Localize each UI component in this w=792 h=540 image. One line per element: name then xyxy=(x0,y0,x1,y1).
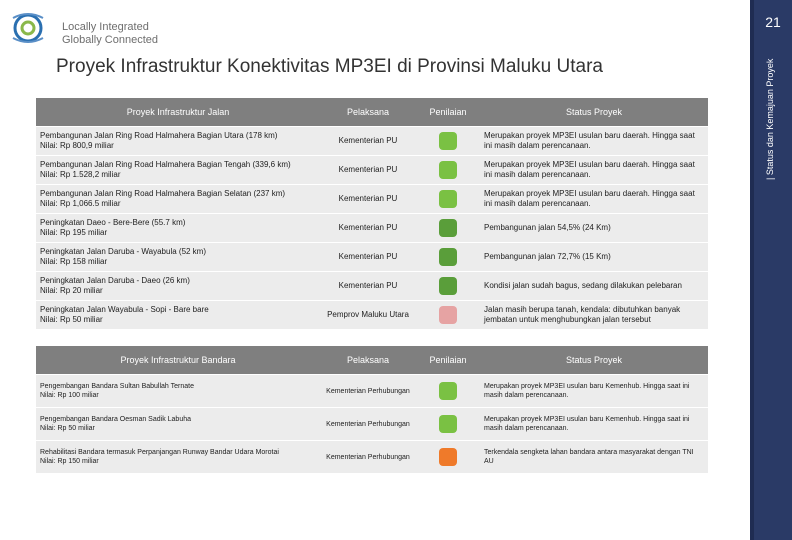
project-name: Pembangunan Jalan Ring Road Halmahera Bagian Utara (178 km) xyxy=(40,131,278,140)
table-row xyxy=(36,243,708,271)
status-cell: Pembangunan jalan 72,7% (15 Km) xyxy=(480,243,708,271)
project-name: Pengembangan Bandara Oesman Sadik Labuha xyxy=(40,416,191,423)
project-cell xyxy=(36,272,320,300)
project-cell xyxy=(36,408,320,440)
table-row xyxy=(36,375,708,407)
table-row xyxy=(36,272,708,300)
table-row xyxy=(36,127,708,155)
page-title: Proyek Infrastruktur Konektivitas MP3EI di Provinsi Maluku Utara xyxy=(56,56,603,77)
header-rating: Penilaian xyxy=(416,98,480,126)
logo-text xyxy=(62,21,158,47)
project-value: Nilai: Rp 158 miliar xyxy=(40,257,108,266)
project-cell xyxy=(36,301,320,329)
globe-logo-icon xyxy=(8,8,48,48)
header-status: Status Proyek xyxy=(480,346,708,374)
page-number: 21 xyxy=(765,14,781,30)
table-row xyxy=(36,156,708,184)
logo-line-2: Globally Connected xyxy=(62,34,159,46)
project-value: Nilai: Rp 800,9 miliar xyxy=(40,141,114,150)
rating-cell xyxy=(416,272,480,300)
executor-cell: Kementerian PU xyxy=(320,214,416,242)
project-value: Nilai: Rp 195 miliar xyxy=(40,228,108,237)
sidebar-title: | Status dan Kemajuan Proyek xyxy=(765,58,775,180)
status-cell: Merupakan proyek MP3EI usulan baru Kemenhub. Hingga saat ini masih dalam perencanaan. xyxy=(480,375,708,407)
header-project: Proyek Infrastruktur Jalan xyxy=(36,98,320,126)
project-cell xyxy=(36,375,320,407)
rating-indicator xyxy=(439,219,457,237)
project-name: Peningkatan Daeo - Bere-Bere (55.7 km) xyxy=(40,218,186,227)
rating-cell xyxy=(416,441,480,473)
executor-cell: Kementerian PU xyxy=(320,185,416,213)
sidebar-strip xyxy=(750,0,754,540)
logo-line-1: Locally Integrated xyxy=(62,21,149,33)
status-cell: Jalan masih berupa tanah, kendala: dibutuhkan banyak jembatan untuk menghubungkan jalan tersebut xyxy=(480,301,708,329)
executor-cell: Kementerian PU xyxy=(320,156,416,184)
rating-indicator xyxy=(439,248,457,266)
rating-cell xyxy=(416,408,480,440)
rating-cell xyxy=(416,243,480,271)
project-value: Nilai: Rp 100 miliar xyxy=(40,392,99,399)
table-row xyxy=(36,301,708,329)
executor-cell: Kementerian Perhubungan xyxy=(320,441,416,473)
rating-indicator xyxy=(439,415,457,433)
table-row xyxy=(36,441,708,473)
road-table-header xyxy=(36,98,708,126)
header-executor: Pelaksana xyxy=(320,346,416,374)
road-projects-table xyxy=(36,97,708,330)
table-row xyxy=(36,408,708,440)
executor-cell: Kementerian PU xyxy=(320,243,416,271)
header-executor: Pelaksana xyxy=(320,98,416,126)
table-row xyxy=(36,214,708,242)
project-name: Peningkatan Jalan Daruba - Wayabula (52 km) xyxy=(40,247,207,256)
project-value: Nilai: Rp 1.528,2 miliar xyxy=(40,170,121,179)
project-name: Pembangunan Jalan Ring Road Halmahera Bagian Selatan (237 km) xyxy=(40,189,286,198)
status-cell: Merupakan proyek MP3EI usulan baru Kemenhub. Hingga saat ini masih dalam perencanaan. xyxy=(480,408,708,440)
header-rating: Penilaian xyxy=(416,346,480,374)
rating-indicator xyxy=(439,277,457,295)
project-name: Pengembangan Bandara Sultan Babullah Ternate xyxy=(40,383,194,390)
project-value: Nilai: Rp 50 miliar xyxy=(40,425,95,432)
status-cell: Merupakan proyek MP3EI usulan baru daerah. Hingga saat ini masih dalam perencanaan. xyxy=(480,127,708,155)
project-value: Nilai: Rp 20 miliar xyxy=(40,286,103,295)
status-cell: Merupakan proyek MP3EI usulan baru daerah. Hingga saat ini masih dalam perencanaan. xyxy=(480,156,708,184)
airport-table-header xyxy=(36,346,708,374)
airport-projects-table xyxy=(36,345,708,474)
executor-cell: Kementerian Perhubungan xyxy=(320,375,416,407)
header-status: Status Proyek xyxy=(480,98,708,126)
project-value: Nilai: Rp 50 miliar xyxy=(40,315,103,324)
rating-cell xyxy=(416,127,480,155)
rating-cell xyxy=(416,156,480,184)
project-name: Peningkatan Jalan Daruba - Daeo (26 km) xyxy=(40,276,190,285)
project-value: Nilai: Rp 150 miliar xyxy=(40,458,99,465)
project-cell xyxy=(36,127,320,155)
executor-cell: Kementerian Perhubungan xyxy=(320,408,416,440)
project-cell xyxy=(36,185,320,213)
header-project: Proyek Infrastruktur Bandara xyxy=(36,346,320,374)
rating-indicator xyxy=(439,306,457,324)
logo xyxy=(8,8,208,48)
rating-cell xyxy=(416,375,480,407)
project-cell xyxy=(36,441,320,473)
rating-cell xyxy=(416,214,480,242)
rating-indicator xyxy=(439,161,457,179)
project-name: Rehabilitasi Bandara termasuk Perpanjangan Runway Bandar Udara Morotai xyxy=(40,449,279,456)
rating-cell xyxy=(416,301,480,329)
rating-indicator xyxy=(439,448,457,466)
executor-cell: Pemprov Maluku Utara xyxy=(320,301,416,329)
status-cell: Kondisi jalan sudah bagus, sedang dilakukan pelebaran xyxy=(480,272,708,300)
project-cell xyxy=(36,156,320,184)
status-cell: Pembangunan jalan 54,5% (24 Km) xyxy=(480,214,708,242)
rating-indicator xyxy=(439,382,457,400)
executor-cell: Kementerian PU xyxy=(320,272,416,300)
rating-indicator xyxy=(439,132,457,150)
table-row xyxy=(36,185,708,213)
rating-indicator xyxy=(439,190,457,208)
project-value: Nilai: Rp 1,066.5 miliar xyxy=(40,199,121,208)
rating-cell xyxy=(416,185,480,213)
status-cell: Merupakan proyek MP3EI usulan baru daerah. Hingga saat ini masih dalam perencanaan. xyxy=(480,185,708,213)
status-cell: Terkendala sengketa lahan bandara antara masyarakat dengan TNI AU xyxy=(480,441,708,473)
project-cell xyxy=(36,214,320,242)
executor-cell: Kementerian PU xyxy=(320,127,416,155)
project-cell xyxy=(36,243,320,271)
project-name: Pembangunan Jalan Ring Road Halmahera Bagian Tengah (339,6 km) xyxy=(40,160,291,169)
project-name: Peningkatan Jalan Wayabula - Sopi - Bare bare xyxy=(40,305,209,314)
